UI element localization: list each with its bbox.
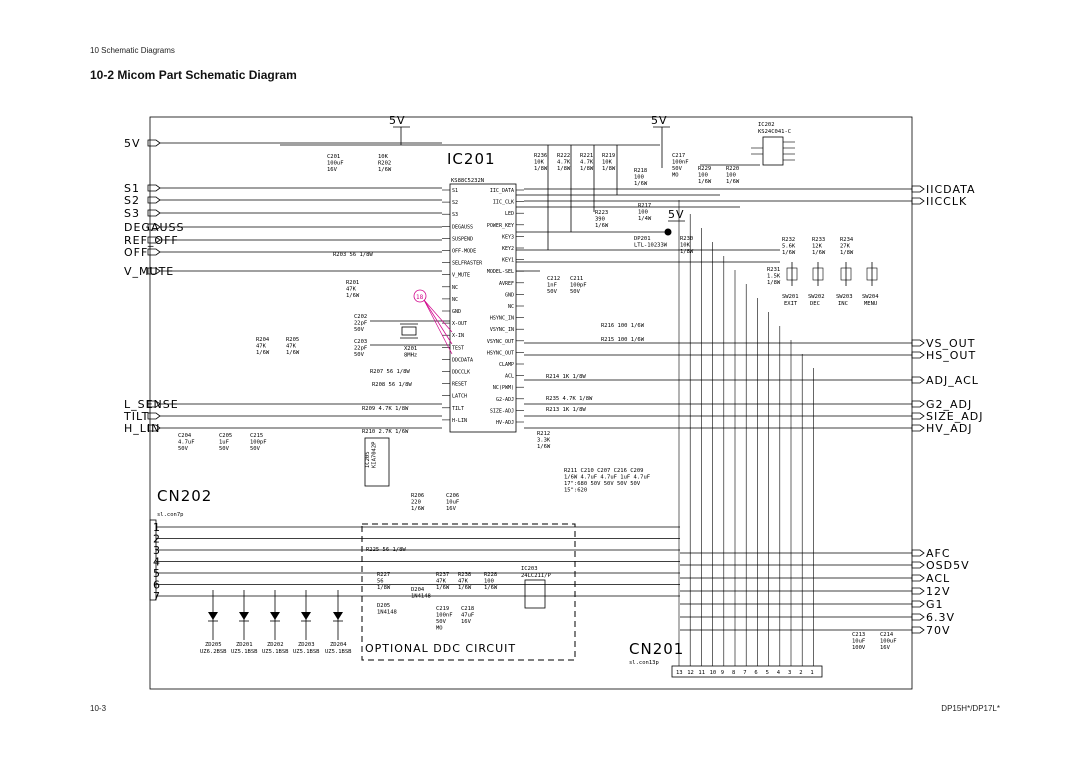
cn201-pins [676,670,814,676]
ic201-pin-right: SIZE-ADJ [489,408,514,415]
page-number: 10-3 [90,704,107,713]
left-ports [123,137,442,435]
port-right: G1 [926,598,944,611]
diode-ref: ZD203 [298,642,315,648]
port-left: DEGAUSS [124,221,185,234]
supply-5v-left: 5V [389,114,406,127]
diode-ref: ZD204 [330,642,347,648]
label-c211: C211 100pF 50V [570,276,587,295]
ic201-pin-right: GND [504,292,514,299]
label-r201: R201 47K 1/6W [346,280,360,299]
label-c206: C206 10uF 16V [446,493,460,512]
label-c215: C215 100pF 50V [250,433,267,452]
diode-part: UZ6.2BSB [200,649,227,655]
label-x201: X201 8MHz [404,346,418,359]
ic201-pin-left: TILT [452,405,465,412]
label-r238: R238 47K 1/6W [458,572,472,591]
port-left: 5V [124,137,141,150]
diode-ref: ZD205 [205,642,222,648]
label-r212: R212 3.3K 1/6W [537,431,551,450]
section-header: 10 Schematic Diagrams [90,46,175,55]
switch-label: EXIT [784,301,798,307]
port-left: OFF [124,246,149,259]
ic201-pin-left: GND [452,309,462,315]
ic201-pin-left: S2 [452,200,459,207]
label-r204: R204 47K 1/6W [256,337,270,356]
label-r234: R234 27K 1/8W [840,237,854,256]
cn202-pin: 1 [153,521,161,534]
ic203-name: IC203 [521,566,538,572]
label-c201: C201 100uF 16V [327,154,344,173]
label-c212: C212 1nF 50V [547,276,561,295]
ic201-pin-right: KEY1 [501,257,514,264]
cn201-bus [679,200,813,666]
diode-part: UZ5.1BSB [325,649,352,655]
label-c203: C203 22pF 50V [354,339,368,358]
port-right: IICCLK [926,195,968,208]
label-r228: R228 100 1/6W [484,572,498,591]
cn201-type: sl.con13p [629,660,659,666]
cn201-pin: 4 [776,670,781,676]
ic201-right-pins [487,188,524,426]
diode-part: UZ5.1BSB [293,649,320,655]
key-switches [782,262,879,307]
ic201-pin-right: HSYNC_IN [489,315,514,322]
label-d204: D204 1N4148 [411,587,431,600]
ic201-left-pins [442,188,483,424]
label-c202: C202 22pF 50V [354,314,368,333]
label-r236: R236 10K 1/8W [534,153,548,172]
label-r233: R233 12K 1/6W [812,237,826,256]
diode-ref: ZD202 [267,642,284,648]
label-r208: R208 56 1/8W [372,382,412,388]
cn201-name: CN201 [629,640,685,658]
label-r214: R214 1K 1/8W [546,374,586,380]
switch-ref: SW203 [836,294,853,300]
label-dp201: DP201 LTL-10233W [634,236,668,249]
ic201-pin-left: X-OUT [452,321,468,328]
switch-ref: SW204 [862,294,879,300]
ic201-pin-right: NC(PWM) [492,385,514,392]
ic201-pin-right: G2-ADJ [495,396,514,403]
ic201-pin-right: HV-ADJ [495,420,514,426]
label-r232: R232 5.6K 1/6W [782,237,796,256]
label-c204: C204 4.7uF 50V [178,433,195,452]
port-right: VS_OUT [926,337,976,350]
ic201-pin-right: CLAMP [498,362,514,368]
switch-label: INC [838,301,848,307]
label-r210: R210 2.7K 1/6W [362,429,409,435]
cn201-pin: 8 [732,670,736,676]
cn201-pin: 11 [698,670,706,676]
port-right: HS_OUT [926,349,977,362]
label-r213: R213 1K 1/8W [546,407,586,413]
label-r220: R220 100 1/6W [726,166,740,185]
supply-5v-right: 5V [651,114,668,127]
optional-ddc-label: OPTIONAL DDC CIRCUIT [365,642,517,655]
label-r215: R215 100 1/6W [601,337,645,343]
label-c213: C213 10uF 100V [852,632,866,651]
ic202-body [763,137,783,165]
label-r222: R222 4.7K 1/8W [557,153,571,172]
label-r229: R229 100 1/6W [698,166,712,185]
port-right: IICDATA [926,183,976,196]
label-ic205: IC205KIA7042P [365,441,378,468]
label-r235: R235 4.7K 1/8W [546,396,593,402]
switch-label: MENU [864,301,878,307]
cn202-pin: 7 [153,590,161,603]
label-d205: D205 1N4148 [377,603,397,616]
port-right: 70V [926,624,951,637]
label-r231: R231 1.5K 1/8W [767,267,781,286]
port-right: ADJ_ACL [926,374,979,387]
label-r237: R237 47K 1/6W [436,572,450,591]
port-right: 12V [926,585,951,598]
diode-part: UZ5.1BSB [231,649,258,655]
ic201-pin-right: AVREF [498,280,514,287]
zener-diodes [200,590,352,655]
label-bottom-caps: R211 C210 C207 C216 C209 1/6W 4.7uF 4.7uF 1uF 4.7uF 17":680 50V 50V 50V 50V 15":620 [564,468,651,494]
label-r230: R230 10K 1/8W [680,236,694,255]
cn202-pin: 4 [153,555,161,569]
cn202-type: sl.con7p [157,512,184,518]
ic201-pin-right: IIC_CLK [492,199,514,206]
ic201-pin-left: TEST [452,345,465,352]
cn201-pin: 6 [754,670,758,676]
port-right: ACL [926,572,951,585]
optional-ddc-box [362,524,575,660]
ic201-pin-right: VSYNC_OUT [486,338,514,345]
ic201-pin-left: V_MUTE [452,272,471,279]
supply-5v-mid: 5V [668,208,685,221]
label-c219: C219 100nF 50V MO [436,606,453,632]
port-left: S2 [124,194,140,207]
label-r225: R225 56 1/8W [366,547,406,553]
ic201-pin-right: IIC_DATA [489,188,514,194]
label-r223: R223 390 1/6W [595,210,609,229]
cn201-pin: 13 [676,670,683,676]
ic201-pin-left: DDCCLK [452,369,471,376]
port-left: TILT [124,410,150,423]
cn202-pin: 6 [153,578,161,592]
label-c217: C217 100nF 50V MO [672,153,689,179]
port-left: S3 [124,207,140,220]
ic201-name: IC201 [447,150,496,168]
switch-ref: SW201 [782,294,799,300]
ic201-pin-left: RESET [452,381,468,388]
ic201-pin-right: HSYNC_OUT [486,350,514,357]
ic201-pin-left: NC [452,284,459,291]
diode-ref: ZD201 [236,642,253,648]
cn202-pin: 2 [153,532,161,546]
ic202-part: KS24C041-C [758,129,792,135]
label-c218: C218 47uF 16V [461,606,475,625]
ic202-name: IC202 [758,122,775,128]
crystal-x201 [402,327,416,335]
label-r206: R206 220 1/6W [411,493,425,512]
cn202-name: CN202 [157,487,213,505]
switch-label: DEC [810,301,820,307]
ic201-pin-right: NC [507,304,514,310]
ic201-pin-right: VSYNC_IN [489,327,514,334]
diode-part: UZ5.1BSB [262,649,289,655]
cn201-pin: 7 [743,670,747,676]
label-r202: 10K R202 1/6W [378,154,392,173]
label-c205: C205 1uF 50V [219,433,233,452]
cn202-pin: 3 [153,544,161,557]
ic201-pin-left: SUSPEND [452,236,474,243]
label-r216: R216 100 1/6W [601,323,645,329]
ic201-pin-left: S1 [452,188,459,194]
page-title: 10-2 Micom Part Schematic Diagram [90,68,297,82]
ic201-pin-right: LED [504,211,514,218]
cn201-pin: 2 [799,670,803,676]
port-left: L_SENSE [124,398,179,411]
schematic-frame [150,117,912,689]
cn201-pin: 9 [720,670,725,676]
port-left: H_LIN [124,422,161,435]
label-r203: R203 56 1/8W [333,252,373,258]
ic201-pin-left: DDCDATA [452,357,474,364]
cn201-pin: 5 [765,670,769,676]
label-r205: R205 47K 1/6W [286,337,300,356]
ic201-pin-right: KEY3 [501,234,514,241]
ic201-pin-left: DEGAUSS [452,224,474,231]
ic203-part: 24LC21I/P [521,573,551,579]
label-r219: R219 10K 1/8W [602,153,616,172]
cn201-pin: 12 [687,670,694,676]
ic201-pin-left: SELFRASTER [452,260,483,267]
label-r207: R207 56 1/8W [370,369,410,375]
label-c214: C214 100uF 16V [880,632,897,651]
ic201-pin-left: X-IN [452,333,465,340]
label-r209: R209 4.7K 1/8W [362,406,409,412]
ic201-pin-right: KEY2 [501,246,514,252]
ic201-pin-left: H-LIN [452,417,468,424]
port-left: S1 [124,182,140,195]
cn201-pin: 1 [810,670,814,676]
ic201-pin-left: LATCH [452,393,468,400]
ic201-pin-left: OFF-MODE [452,248,477,255]
ic201-pin-right: MODEL-SEL [486,269,514,276]
port-left: REF_OFF [124,234,179,247]
ic201-part: KS88C5232N [451,178,485,184]
ic201-pin-right: ACL [504,373,514,380]
cn202-pin: 5 [153,567,161,580]
label-r217: R217 100 1/4W [638,203,652,222]
cn201-pin: 3 [788,670,792,676]
ic201-pin-left: S3 [452,212,459,219]
port-right: AFC [926,547,951,560]
label-r218: R218 100 1/6W [634,168,648,187]
ic201-pin-left: NC [452,296,459,303]
label-r227: R227 56 1/8W [377,572,391,591]
cn201-pin: 10 [709,670,717,676]
label-r221: R221 4.7K 1/8W [580,153,594,172]
port-right: HV_ADJ [926,422,973,435]
led-dp201 [665,229,672,236]
right-ports [524,183,983,637]
callout-marker-number: 18 [416,294,424,301]
ic201-pin-right: POWER_KEY [486,222,514,229]
port-left: V_MUTE [124,265,175,278]
port-right: G2_ADJ [926,398,973,411]
port-right: SIZE_ADJ [926,410,984,423]
port-right: OSD5V [926,559,970,572]
port-right: 6.3V [926,611,956,624]
switch-ref: SW202 [808,294,825,300]
model-number: DP15H*/DP17L* [941,704,1000,713]
